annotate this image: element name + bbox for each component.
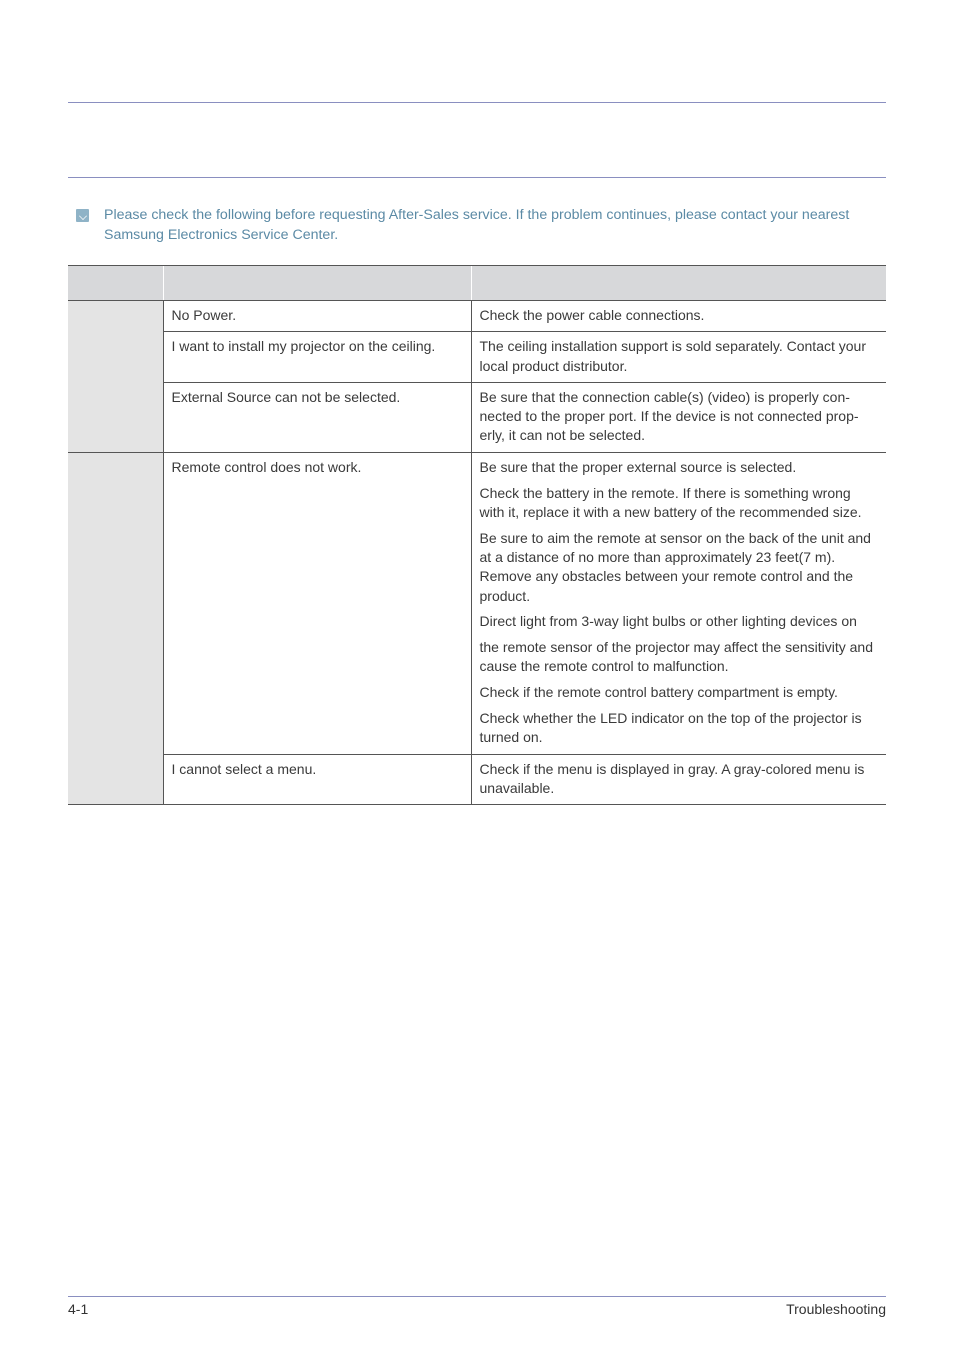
table-row — [68, 754, 886, 805]
solution-text: Check if the menu is displayed in gray. A gray-colored menu is unavailable. — [479, 760, 865, 796]
solution-text: Be sure to aim the remote at sensor on the back of the unit and at a distance of no more than approximately 23 feet(7 m). Remove any obstacles between your remote control and the product. — [479, 529, 871, 604]
table-header-row — [68, 266, 886, 301]
solution-text: Check if the remote control battery compartment is empty. — [479, 684, 838, 701]
table-row — [68, 382, 886, 452]
service-note — [76, 206, 876, 245]
symptom-cell: No Power. — [163, 301, 471, 332]
solution-text: The ceiling installation support is sold separately. Contact your local product distributor. — [479, 338, 866, 374]
solution-text: the remote sensor of the projector may affect the sensitivity and cause the remote control to malfunction. — [479, 639, 873, 675]
symptom-cell: External Source can not be selected. — [163, 382, 471, 452]
solution-cell — [471, 301, 886, 332]
note-text: Please check the following before requesting After-Sales service. If the problem continues, please contact your nearest Samsung Electronics Service Center. — [104, 207, 850, 243]
page-number: 4-1 — [68, 1301, 89, 1317]
category-cell — [68, 452, 163, 804]
troubleshooting-table — [68, 265, 886, 805]
symptom-cell: I cannot select a menu. — [163, 754, 471, 805]
header-solution — [471, 266, 886, 301]
solution-cell — [471, 754, 886, 805]
footer-section-title: Troubleshooting — [786, 1301, 886, 1317]
solution-text: Check the power cable connections. — [479, 307, 705, 323]
header-rule-top — [68, 102, 886, 103]
solution-text: Direct light from 3-way light bulbs or other lighting devices on — [479, 613, 857, 630]
footer-rule — [68, 1296, 886, 1297]
category-cell — [68, 301, 163, 453]
symptom-cell: Remote control does not work. — [163, 452, 471, 754]
solution-text: Check whether the LED indicator on the top of the projector is turned on. — [479, 710, 862, 746]
solution-cell — [471, 452, 886, 754]
table-row — [68, 452, 886, 754]
solution-text: Be sure that the connection cable(s) (video) is properly con-nected to the proper port. If the device is not connected prop-erly, it can not be selected. — [479, 388, 859, 444]
symptom-cell: I want to install my projector on the ceiling. — [163, 332, 471, 383]
solution-text: Check the battery in the remote. If there is something wrong with it, replace it with a new battery of the recommended size. — [479, 484, 862, 520]
note-icon — [76, 209, 89, 222]
header-rule-bottom — [68, 177, 886, 178]
solution-cell — [471, 382, 886, 452]
header-symptom — [163, 266, 471, 301]
table-row — [68, 332, 886, 383]
solution-text: Be sure that the proper external source is selected. — [479, 458, 797, 475]
table-row — [68, 301, 886, 332]
header-category — [68, 266, 163, 301]
solution-cell — [471, 332, 886, 383]
